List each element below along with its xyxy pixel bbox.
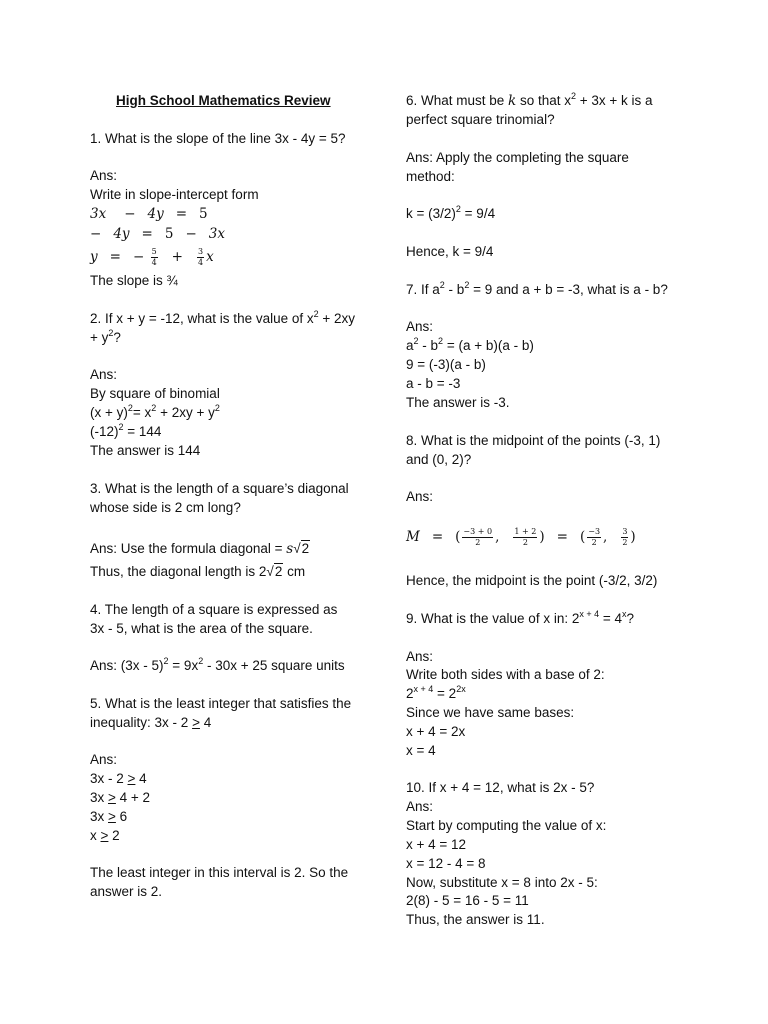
q10-step1: Start by computing the value of x: xyxy=(406,818,607,833)
q5-step2: 3x > 4 + 2 xyxy=(90,790,151,805)
q10-step3: x = 12 - 4 = 8 xyxy=(406,856,486,871)
q4-question-line2: 3x - 5, what is the area of the square. xyxy=(90,621,313,636)
q8-question-line2: and (0, 2)? xyxy=(406,452,472,467)
q9-step1: Write both sides with a base of 2: xyxy=(406,667,605,682)
q2-step2: $(x + y)^2= x^2 + 2xy + y^2$ xyxy=(90,403,220,420)
q8-result: Hence, the midpoint is the point (-3/2, 3/2) xyxy=(406,573,658,588)
q8-midpoint-equation: M = ( $\frac{-3 + 0}{2}$ , $\frac{1 + 2}{2}$ ) = ( $\frac{-3}{2}$ , $\frac{3}{2}$ ) xyxy=(406,527,636,547)
q10-ans-label: Ans: xyxy=(406,799,434,814)
q9-ans-label: Ans: xyxy=(406,649,434,664)
q9-question: 9. What is the value of x in: $2^{x + 4} = 4^x$? xyxy=(406,609,635,626)
q5-step1: 3x - 2 > 4 xyxy=(90,771,147,786)
q6-question-line1: 6. What must be k so that $x^2 + 3x + k$ is a xyxy=(406,91,653,109)
q2-step3: $(-12)^2 = 144$ xyxy=(90,422,162,439)
q7-step2: 9 = (-3)(a - b) xyxy=(406,357,486,372)
q6-question-line2: perfect square trinomial? xyxy=(406,112,555,127)
q5-step4: x > 2 xyxy=(90,828,120,843)
q5-ans-label: Ans: xyxy=(90,752,118,767)
q2-step1: By square of binomial xyxy=(90,386,220,401)
q2-ans-label: Ans: xyxy=(90,367,118,382)
q6-answer-line1: Ans: Apply the completing the square xyxy=(406,150,629,165)
q5-question-line1: 5. What is the least integer that satisfies the xyxy=(90,696,352,711)
q10-result: Thus, the answer is 11. xyxy=(406,912,545,927)
q1-equation-1: 3x − 4y = 5 xyxy=(90,206,208,222)
q6-k-value: $k = (3/2)^2 = 9/4$ xyxy=(406,204,496,221)
q7-step3: a - b = -3 xyxy=(406,376,461,391)
q1-step1: Write in slope-intercept form xyxy=(90,187,259,202)
q1-ans-label: Ans: xyxy=(90,168,118,183)
q7-question: 7. If $a^2 - b^2 = 9$ and a + b = -3, what is a - b? xyxy=(406,280,668,297)
q1-equation-3: y = − $\frac{5}{4}$ + $\frac{3}{4}$ x xyxy=(90,247,214,267)
q9-step5: x = 4 xyxy=(406,743,436,758)
page-title: High School Mathematics Review xyxy=(116,93,331,108)
q1-result: The slope is ¾ xyxy=(90,273,178,288)
q8-ans-label: Ans: xyxy=(406,489,434,504)
q4-question-line1: 4. The length of a square is expressed as xyxy=(90,602,338,617)
q9-step2: $2^{x + 4} = 2^{2x}$ xyxy=(406,684,466,701)
q7-ans-label: Ans: xyxy=(406,319,434,334)
q3-thus: Thus, the diagonal length is 2√2 cm xyxy=(90,564,306,579)
q3-question-line1: 3. What is the length of a square’s diagonal xyxy=(90,481,349,496)
q9-step3: Since we have same bases: xyxy=(406,705,575,720)
q3-answer: Ans: Use the formula diagonal = s√2 xyxy=(90,541,310,557)
q10-step2: x + 4 = 12 xyxy=(406,837,467,852)
q10-step4: Now, substitute x = 8 into 2x - 5: xyxy=(406,875,598,890)
q7-result: The answer is -3. xyxy=(406,395,510,410)
q2-question-line2: + $y^2$? xyxy=(90,328,121,345)
q4-answer: Ans: $(3x - 5)^2 = 9x^2 - 30x + 25$ square units xyxy=(90,656,345,673)
q5-result-line1: The least integer in this interval is 2. So the xyxy=(90,865,349,880)
q10-question: 10. If x + 4 = 12, what is 2x - 5? xyxy=(406,780,595,795)
q6-hence: Hence, k = 9/4 xyxy=(406,244,494,259)
q7-step1: $a^2 - b^2 = (a + b)(a - b)$ xyxy=(406,336,534,353)
q2-question-line1: 2. If x + y = -12, what is the value of $x^2 + 2xy$ xyxy=(90,309,356,326)
q6-answer-line2: method: xyxy=(406,169,455,184)
q9-step4: x + 4 = 2x xyxy=(406,724,466,739)
q5-step3: 3x > 6 xyxy=(90,809,128,824)
q3-question-line2: whose side is 2 cm long? xyxy=(90,500,241,515)
q1-question: 1. What is the slope of the line 3x - 4y = 5? xyxy=(90,131,346,146)
q2-result: The answer is 144 xyxy=(90,443,201,458)
q8-question-line1: 8. What is the midpoint of the points (-3, 1) xyxy=(406,433,661,448)
q5-question-line2: inequality: 3x - 2 > 4 xyxy=(90,715,212,730)
q1-equation-2: − 4y = 5 − 3x xyxy=(90,226,225,242)
q5-result-line2: answer is 2. xyxy=(90,884,163,899)
q10-step5: 2(8) - 5 = 16 - 5 = 11 xyxy=(406,893,529,908)
